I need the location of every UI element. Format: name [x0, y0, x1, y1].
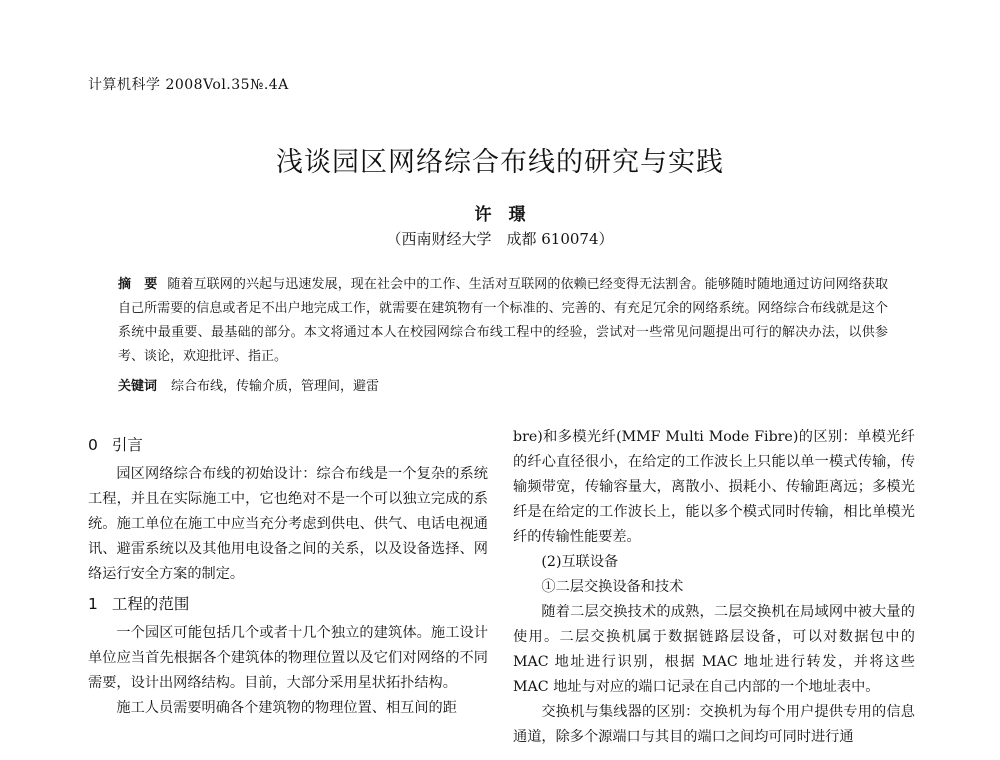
- paragraph-fiber-types: bre)和多模光纤(MMF Multi Mode Fibre)的区别：单模光纤的纤心直径很小，在给定的工作波长上只能以单一模式传输，传输频带宽，传输容量大，离散小、损耗小、传输距离远；多模光纤是在给定的工作波长上，能以多个模式同时传输，相比单模光纤的传输性能要差。: [513, 429, 915, 545]
- paragraph-scope: 一个园区可能包括几个或者十几个独立的建筑体。施工设计单位应当首先根据各个建筑体的物理位置以及它们对网络的不同需要，设计出网络结构。目前，大部分采用星状拓扑结构。: [88, 625, 488, 691]
- section-number: 1: [88, 595, 98, 613]
- abstract-label: 摘 要: [118, 277, 158, 292]
- journal-header: 计算机科学 2008Vol.35№.4A: [88, 77, 289, 93]
- abstract-text: 随着互联网的兴起与迅速发展，现在社会中的工作、生活对互联网的依赖已经变得无法割舍。能够随时随地通过访问网络获取自己所需要的信息或者足不出户地完成工作，就需要在建筑物有一个标准的、完善的、有充足冗余的网络系统。网络综合布线就是这个系统中最重要、最基础的部分。本文将通过本人在校园网综合布线工程中的经验，尝试对一些常见问题提出可行的解决办法，以供参考、谈论，欢迎批评、指正。: [118, 277, 888, 364]
- abstract-block: [118, 273, 888, 369]
- section-heading-introduction: [88, 428, 488, 462]
- paper-title: 浅谈园区网络综合布线的研究与实践: [276, 147, 724, 178]
- author-affiliation: （西南财经大学 成都 610074）: [386, 230, 614, 248]
- right-column: [513, 425, 915, 750]
- paragraph-introduction: 园区网络综合布线的初始设计：综合布线是一个复杂的系统工程，并且在实际施工中，它也绝对不是一个可以独立完成的系统。施工单位在施工中应当充分考虑到供电、供气、电话电视通讯、避雷系统以及其他用电设备之间的关系，以及设备选择、网络运行安全方案的制定。: [88, 466, 488, 582]
- section-number: 0: [88, 436, 98, 454]
- keywords-text: 综合布线，传输介质，管理间，避雷: [171, 379, 380, 394]
- paragraph-layer2-switch: 随着二层交换技术的成熟，二层交换机在局域网中被大量的使用。二层交换机属于数据链路层设备，可以对数据包中的 MAC 地址进行识别，根据 MAC 地址进行转发，并将这些 MAC 地址与对应的端口记录在自己内部的一个地址表中。: [513, 604, 915, 695]
- paragraph-construction: 施工人员需要明确各个建筑物的物理位置、相互间的距: [116, 700, 457, 716]
- author-name: 许 璟: [474, 205, 526, 225]
- paragraph-switch-vs-hub: 交换机与集线器的区别：交换机为每个用户提供专用的信息通道，除多个源端口与其目的端口之间均可同时进行通: [513, 704, 915, 745]
- left-column: [88, 428, 488, 721]
- section-title: 工程的范围: [111, 595, 190, 613]
- subheading-layer2-switching: ①二层交换设备和技术: [541, 579, 684, 595]
- section-heading-scope: [88, 587, 488, 621]
- keywords-label: 关键词: [118, 379, 158, 394]
- keywords-block: [118, 375, 888, 394]
- section-title: 引言: [111, 436, 143, 454]
- subheading-interconnect-devices: (2)互联设备: [541, 554, 619, 570]
